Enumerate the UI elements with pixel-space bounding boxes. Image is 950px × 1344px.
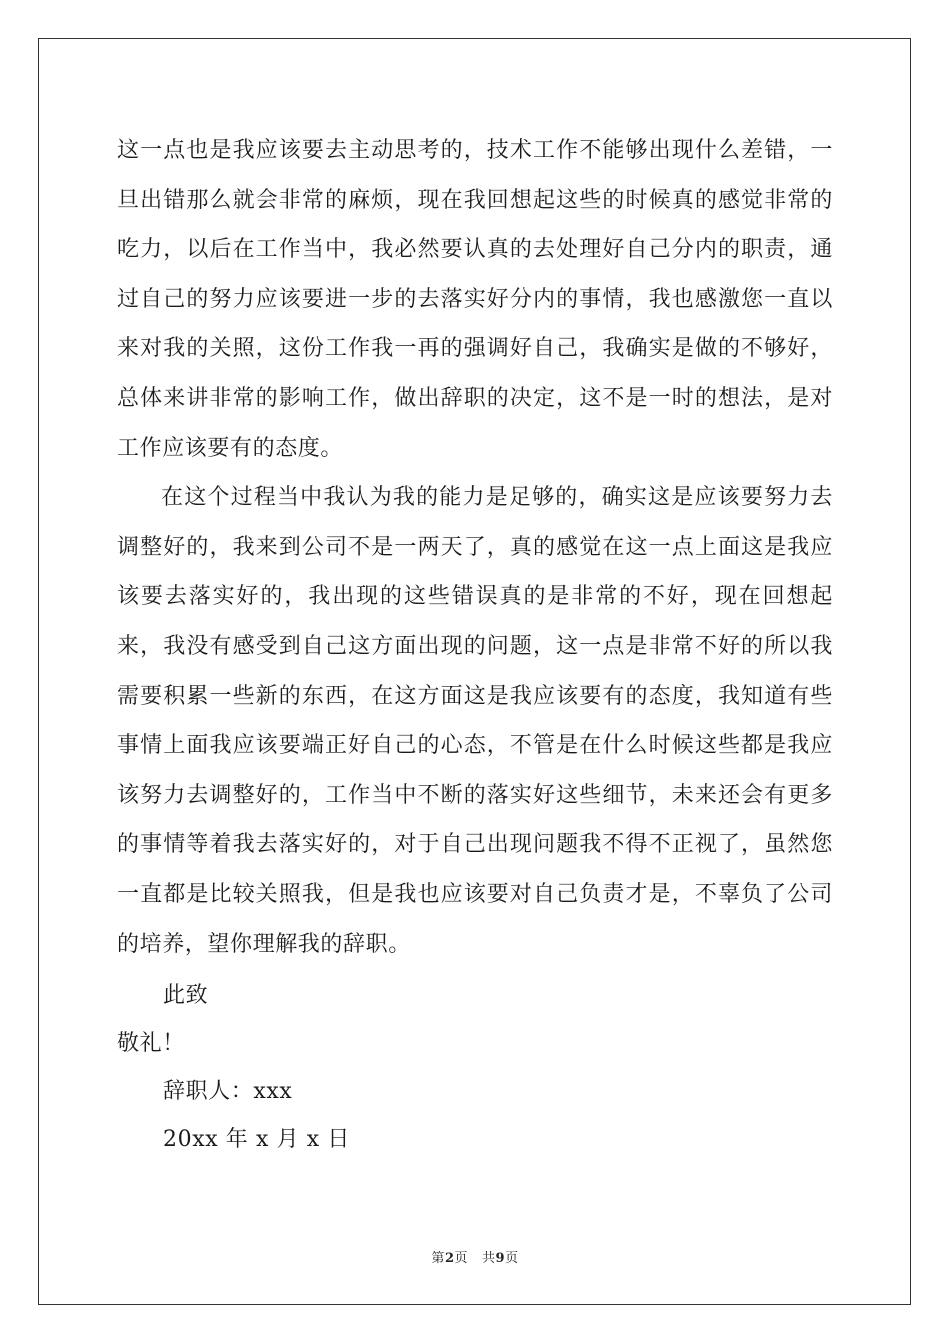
total-prefix: 共	[482, 1251, 496, 1266]
salutation-line-2: 敬礼！	[117, 1031, 185, 1056]
paragraph-1: 这一点也是我应该要去主动思考的，技术工作不能够出现什么差错，一旦出错那么就会非常的麻烦，现在我回想起这些的时候真的感觉非常的吃力，以后在工作当中，我必然要认真的去处理好自己分内的职责，通过自己的努力应该要进一步的去落实好分内的事情，我也感激您一直以来对我的关照，这份工作我一再的强调好自己，我确实是做的不够好，总体来讲非常的影响工作，做出辞职的决定，这不是一时的想法，是对工作应该要有的态度。	[117, 138, 833, 461]
date-line: 20xx 年 x 月 x 日	[163, 1127, 350, 1152]
page-current-number: 2	[444, 1251, 455, 1266]
page-prefix: 第	[431, 1251, 445, 1266]
salutation-line-1: 此致	[163, 983, 209, 1008]
letter-body	[117, 126, 833, 969]
letter-closing	[117, 972, 833, 1164]
page-footer	[0, 1247, 950, 1266]
page-suffix: 页	[454, 1251, 468, 1266]
paragraph-2: 在这个过程当中我认为我的能力是足够的，确实这是应该要努力去调整好的，我来到公司不是一两天了，真的感觉在这一点上面这是我应该要去落实好的，我出现的这些错误真的是非常的不好，现在回想起来，我没有感受到自己这方面出现的问题，这一点是非常不好的所以我需要积累一些新的东西，在这方面这是我应该要有的态度，我知道有些事情上面我应该要端正好自己的心态，不管是在什么时候这些都是我应该努力去调整好的，工作当中不断的落实好这些细节，未来还会有更多的事情等着我去落实好的，对于自己出现问题我不得不正视了，虽然您一直都是比较关照我，但是我也应该要对自己负责才是，不辜负了公司的培养，望你理解我的辞职。	[117, 485, 833, 957]
total-suffix: 页	[505, 1251, 519, 1266]
signer-line: 辞职人：xxx	[163, 1079, 293, 1104]
page-total-number: 9	[495, 1251, 506, 1266]
